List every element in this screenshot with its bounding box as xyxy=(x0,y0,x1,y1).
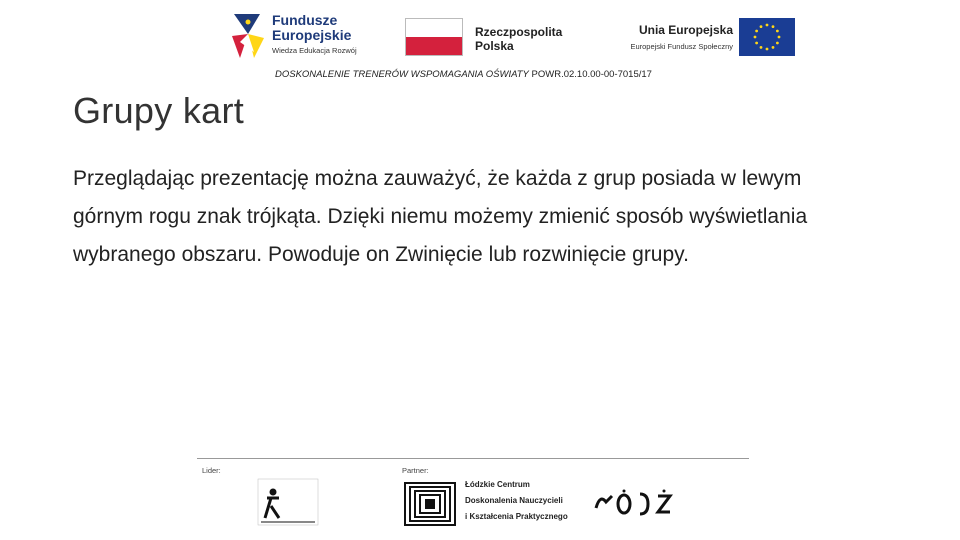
lider-figure-icon xyxy=(257,478,319,526)
fundusze-subtitle: Wiedza Edukacja Rozwój xyxy=(272,46,357,55)
partner-name-line1: Łódzkie Centrum xyxy=(465,480,530,489)
eu-star xyxy=(760,25,763,28)
eu-star xyxy=(766,48,769,51)
partner-label: Partner: xyxy=(402,466,429,475)
slide-title: Grupy kart xyxy=(73,90,245,131)
partner-name-line2: Doskonalenia Nauczycieli xyxy=(465,496,563,505)
funding-logo-bar xyxy=(230,10,795,64)
slide-body-text: Przeglądając prezentację można zauważyć, że każda z grup posiada w lewym górnym rogu znak trójkąta. Dzięki niemu możemy zmienić sposób wyświetlania wybranego obszaru. Powoduje on Zwinięcie lub rozwinięcie grupy. xyxy=(73,167,808,266)
rp-line1: Rzeczpospolita xyxy=(475,25,563,39)
polish-flag-icon xyxy=(405,18,463,56)
lider-label: Lider: xyxy=(202,466,221,475)
ue-line2: Europejski Fundusz Społeczny xyxy=(630,42,733,51)
rzeczpospolita-polska-logo xyxy=(405,18,575,62)
fundusze-europejskie-logo xyxy=(230,10,380,62)
eu-star xyxy=(766,24,769,27)
eu-star xyxy=(755,42,758,45)
eu-star xyxy=(772,25,775,28)
project-name: DOSKONALENIE TRENERÓW WSPOMAGANIA OŚWIATY xyxy=(275,69,529,80)
ue-line1: Unia Europejska xyxy=(638,23,733,37)
project-tagline xyxy=(275,69,652,80)
rp-line2: Polska xyxy=(475,39,514,53)
eu-star xyxy=(778,36,781,39)
fundusze-europejskie-mark xyxy=(230,12,266,60)
eu-star xyxy=(754,36,757,39)
eu-star xyxy=(772,46,775,49)
partner-name-line3: i Kształcenia Praktycznego xyxy=(465,512,568,521)
ldc-logo-icon xyxy=(404,482,456,526)
fundusze-line2: Europejskie xyxy=(272,27,352,43)
eu-star xyxy=(755,30,758,33)
project-code: POWR.02.10.00-00-7015/17 xyxy=(528,69,652,80)
eu-star xyxy=(760,46,763,49)
lider-logo xyxy=(257,478,319,526)
eu-flag-icon xyxy=(739,18,795,56)
fundusze-line1: Fundusze xyxy=(272,12,338,28)
eu-star xyxy=(776,42,779,45)
unia-europejska-logo xyxy=(600,18,795,62)
lodz-city-logo xyxy=(592,488,677,518)
partner-footer xyxy=(197,458,749,540)
eu-star xyxy=(776,30,779,33)
footer-divider xyxy=(197,458,749,459)
